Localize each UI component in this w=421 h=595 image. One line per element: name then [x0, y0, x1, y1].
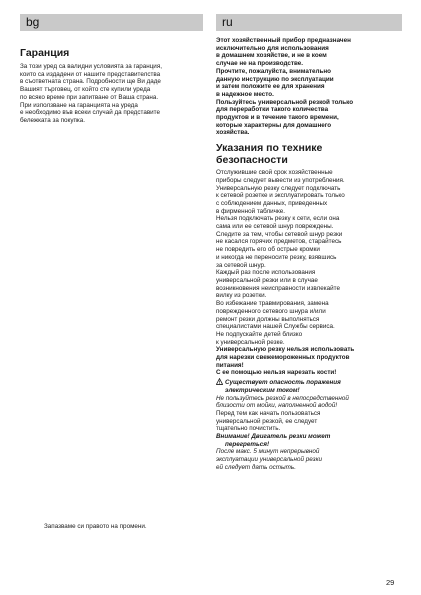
text-line: При използване на гаранцията на уреда: [20, 101, 138, 109]
text-line: поврежденного сетевого шнура и/или: [216, 307, 326, 315]
text-line: и никогда не переносите резку, взявшись: [216, 253, 337, 261]
text-line: Во избежание травмирования, замена: [216, 300, 329, 308]
text-line: Пользуйтесь универсальной резкой только: [216, 98, 354, 106]
water-warning: [216, 395, 402, 410]
text-line: исключительно для использования: [216, 44, 329, 52]
text-line: к сетевой розетке и эксплуатировать только: [216, 192, 345, 200]
language-label-bg: bg: [20, 14, 203, 31]
text-line: данную инструкцию по эксплуатации: [216, 75, 334, 83]
text-line: сама или ее сетевой шнур повреждены.: [216, 223, 334, 231]
text-line: Не подпускайте детей близко: [216, 330, 303, 338]
column-russian: [216, 14, 402, 472]
cooldown-note: [216, 448, 402, 471]
text-line: универсальной резки или в случае: [216, 276, 318, 284]
column-bulgarian: [20, 14, 203, 125]
text-line: к универсальной резке.: [216, 338, 285, 346]
text-line: е необходимо във всеки случай да представите: [20, 109, 160, 117]
text-line: близости от мойки, наполненной водой!: [216, 402, 338, 410]
intro-text: [216, 37, 402, 137]
heading-line: безопасности: [216, 153, 288, 166]
text-line: универсальной резкой, ее следует: [216, 417, 318, 425]
text-line: специалистами нашей Службы сервиса.: [216, 323, 335, 331]
warranty-text: [20, 63, 203, 125]
electric-shock-warning: [216, 378, 402, 394]
text-line: ремонт резки должны выполняться: [216, 315, 320, 323]
text-line: для нарезки свежемороженных продуктов: [216, 354, 350, 362]
text-line: в фирменной табличке.: [216, 207, 286, 215]
text-line: Существует опасность поражения: [225, 379, 341, 387]
text-line: вилку из розетки.: [216, 292, 267, 300]
text-line: за сетевой шнур.: [216, 261, 266, 269]
text-line: в надежное место.: [216, 90, 274, 98]
warranty-heading: Гаранция: [20, 47, 70, 59]
text-line: и затем положите ее для хранения: [216, 83, 325, 91]
overheat-warning: [216, 433, 402, 448]
heading-line: Указания по технике: [216, 142, 323, 155]
text-line: Следите за тем, чтобы сетевой шнур резки: [216, 230, 343, 238]
text-line: с соблюдением данных, приведенных: [216, 199, 328, 207]
text-line: ей следует дать остыть.: [216, 463, 296, 471]
text-line: не повредить его об острые кромки: [216, 246, 320, 254]
text-line: по всяко време при запитване от Ваша страна.: [20, 93, 159, 101]
text-line: Не пользуйтесь резкой в непосредственной: [216, 394, 349, 402]
text-line: перегреться!: [225, 440, 270, 448]
text-line: Отслужившие свой срок хозяйственные: [216, 169, 333, 177]
text-line: После макс. 5 минут непрерывной: [216, 448, 320, 456]
text-line: Перед тем как начать пользоваться: [216, 409, 321, 417]
text-line: Каждый раз после использования: [216, 269, 316, 277]
text-line: Прочтите, пожалуйста, внимательно: [216, 67, 331, 75]
text-line: С ее помощью нельзя нарезать кости!: [216, 369, 337, 377]
safety-heading: [216, 143, 402, 166]
text-line: случае не на производстве.: [216, 60, 304, 68]
text-line: электрическим током!: [225, 386, 300, 394]
text-line: приборы следует вывести из употребления.: [216, 176, 345, 184]
text-line: продуктов и в течение такого времени,: [216, 114, 339, 122]
text-line: Нельзя подключать резку к сети, если она: [216, 215, 340, 223]
text-line: които са издадени от нашите представителства: [20, 70, 161, 78]
text-line: возникновения неисправности извлекайте: [216, 284, 340, 292]
text-line: Внимание! Двигатель резки может: [216, 433, 331, 441]
text-line: хозяйства.: [216, 129, 250, 137]
text-line: в домашнем хозяйстве, и не в коем: [216, 52, 327, 60]
text-line: в съответната страна. Подробности ще Ви даде: [20, 78, 161, 86]
rights-reserved-note: Запазваме си правото на промени.: [44, 523, 147, 530]
text-line: Универсальную резку нельзя использовать: [216, 346, 355, 354]
warning-triangle-icon: [216, 378, 225, 387]
text-line: Этот хозяйственный прибор предназначен: [216, 37, 351, 44]
page-number: 29: [386, 578, 395, 587]
text-line: питания!: [216, 361, 244, 369]
cleaning-note: [216, 410, 402, 433]
text-line: тщательно почистить.: [216, 425, 281, 433]
text-line: Универсальную резку следует подключать: [216, 184, 341, 192]
language-label-ru: ru: [216, 14, 402, 31]
text-line: эксплуатации универсальной резки: [216, 456, 323, 464]
text-line: бележката за покупка.: [20, 116, 86, 124]
text-line: для переработки такого количества: [216, 106, 329, 114]
text-line: За този уред са валидни условията за гаранция,: [20, 63, 162, 70]
frozen-food-warning: [216, 346, 402, 377]
text-line: не касался горячих предметов, старайтесь: [216, 238, 342, 246]
text-line: Вашият търговец, от който сте купили уреда: [20, 86, 151, 94]
safety-text: [216, 169, 402, 346]
text-line: которые характерны для домашнего: [216, 121, 332, 129]
